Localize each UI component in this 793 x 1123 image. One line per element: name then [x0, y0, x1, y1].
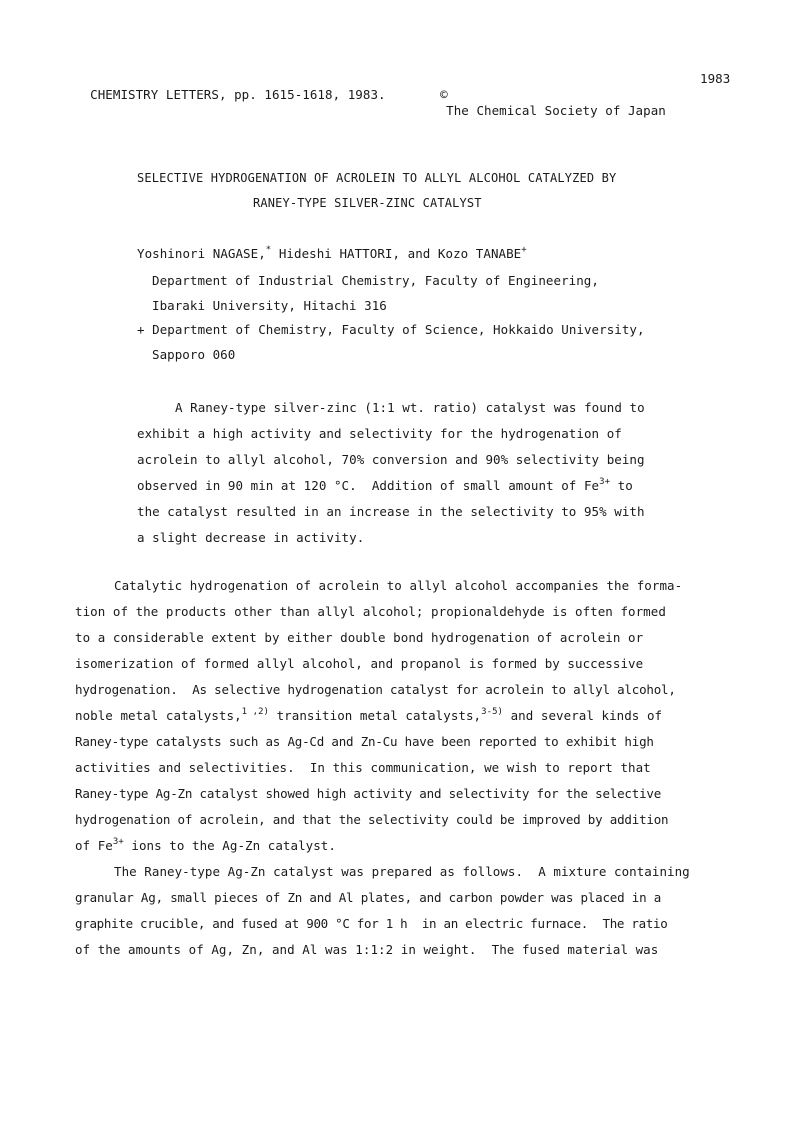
paper-title-line-2: RANEY-TYPE SILVER-ZINC CATALYST — [253, 196, 482, 210]
copyright-icon: © — [440, 87, 448, 102]
body-p2-line-2: granular Ag, small pieces of Zn and Al plates, and carbon powder was placed in a — [75, 890, 662, 905]
author-1: Yoshinori NAGASE, — [137, 246, 266, 261]
body-p2-line-4: of the amounts of Ag, Zn, and Al was 1:1:2 in weight. The fused material was — [75, 942, 659, 957]
body-p1-line-6-a: noble metal catalysts, — [75, 708, 242, 723]
body-p1-line-8: activities and selectivities. In this communication, we wish to report that — [75, 760, 651, 775]
iron-charge: 3+ — [599, 477, 611, 487]
body-p1-line-7: Raney-type catalysts such as Ag-Cd and Zn-Cu have been reported to exhibit high — [75, 734, 654, 749]
abstract-line-2: exhibit a high activity and selectivity for the hydrogenation of — [137, 426, 622, 441]
abstract-line-4-end: to — [610, 478, 633, 493]
corresponding-mark: * — [265, 245, 272, 255]
ref-3-5: 3-5) — [481, 707, 504, 717]
body-p1-line-11 — [75, 838, 336, 854]
journal-citation: CHEMISTRY LETTERS, pp. 1615-1618, 1983. — [90, 87, 386, 102]
body-p1-line-6 — [75, 708, 662, 724]
body-p1-line-6-b: transition metal catalysts, — [269, 708, 482, 723]
author-2-3: Hideshi HATTORI, and Kozo TANABE — [271, 246, 522, 261]
body-p1-line-4: isomerization of formed allyl alcohol, and propanol is formed by successive — [75, 656, 644, 671]
body-p1-line-9: Raney-type Ag-Zn catalyst showed high activity and selectivity for the selective — [75, 786, 662, 801]
abstract-line-1: A Raney-type silver-zinc (1:1 wt. ratio) catalyst was found to — [175, 400, 645, 415]
abstract-line-4-text: observed in 90 min at 120 °C. Addition of small amount of Fe — [137, 478, 600, 493]
author-list — [137, 246, 527, 262]
affiliation-2-line-2: Sapporo 060 — [152, 347, 236, 362]
copyright-line — [425, 71, 666, 119]
body-p1-line-6-c: and several kinds of — [503, 708, 663, 723]
body-p1-line-10: hydrogenation of acrolein, and that the selectivity could be improved by addition — [75, 812, 669, 827]
body-p1-line-3: to a considerable extent by either double bond hydrogenation of acrolein or — [75, 630, 644, 645]
affiliation-1-line-2: Ibaraki University, Hitachi 316 — [152, 298, 387, 313]
running-header — [75, 71, 386, 103]
society-name: The Chemical Society of Japan — [446, 103, 666, 118]
affiliation-mark: + — [521, 245, 527, 255]
abstract-line-4 — [137, 478, 633, 494]
body-p1-line-11-b: ions to the Ag-Zn catalyst. — [123, 838, 336, 853]
ref-1-2: 1 ,2) — [241, 707, 270, 717]
iron-charge-body: 3+ — [112, 837, 124, 847]
abstract-line-6: a slight decrease in activity. — [137, 530, 365, 545]
body-p1-line-11-a: of Fe — [75, 838, 113, 853]
affiliation-1-line-1: Department of Industrial Chemistry, Faculty of Engineering, — [152, 273, 599, 288]
body-p2-line-3: graphite crucible, and fused at 900 °C for 1 h in an electric furnace. The ratio — [75, 916, 668, 931]
affiliation-2-mark: + — [137, 322, 145, 337]
abstract-line-3: acrolein to allyl alcohol, 70% conversion and 90% selectivity being — [137, 452, 645, 467]
body-p1-line-2: tion of the products other than allyl alcohol; propionaldehyde is often formed — [75, 604, 666, 619]
body-p1-line-1: Catalytic hydrogenation of acrolein to allyl alcohol accompanies the forma- — [114, 578, 683, 593]
header-year: 1983 — [700, 71, 731, 86]
paper-title-line-1: SELECTIVE HYDROGENATION OF ACROLEIN TO ALLYL ALCOHOL CATALYZED BY — [137, 171, 617, 185]
affiliation-2-text: Department of Chemistry, Faculty of Science, Hokkaido University, — [144, 322, 645, 337]
affiliation-2-line-1 — [137, 322, 645, 338]
body-p1-line-5: hydrogenation. As selective hydrogenation catalyst for acrolein to allyl alcohol, — [75, 682, 676, 697]
body-p2-line-1: The Raney-type Ag-Zn catalyst was prepared as follows. A mixture containing — [114, 864, 690, 879]
abstract-line-5: the catalyst resulted in an increase in the selectivity to 95% with — [137, 504, 645, 519]
